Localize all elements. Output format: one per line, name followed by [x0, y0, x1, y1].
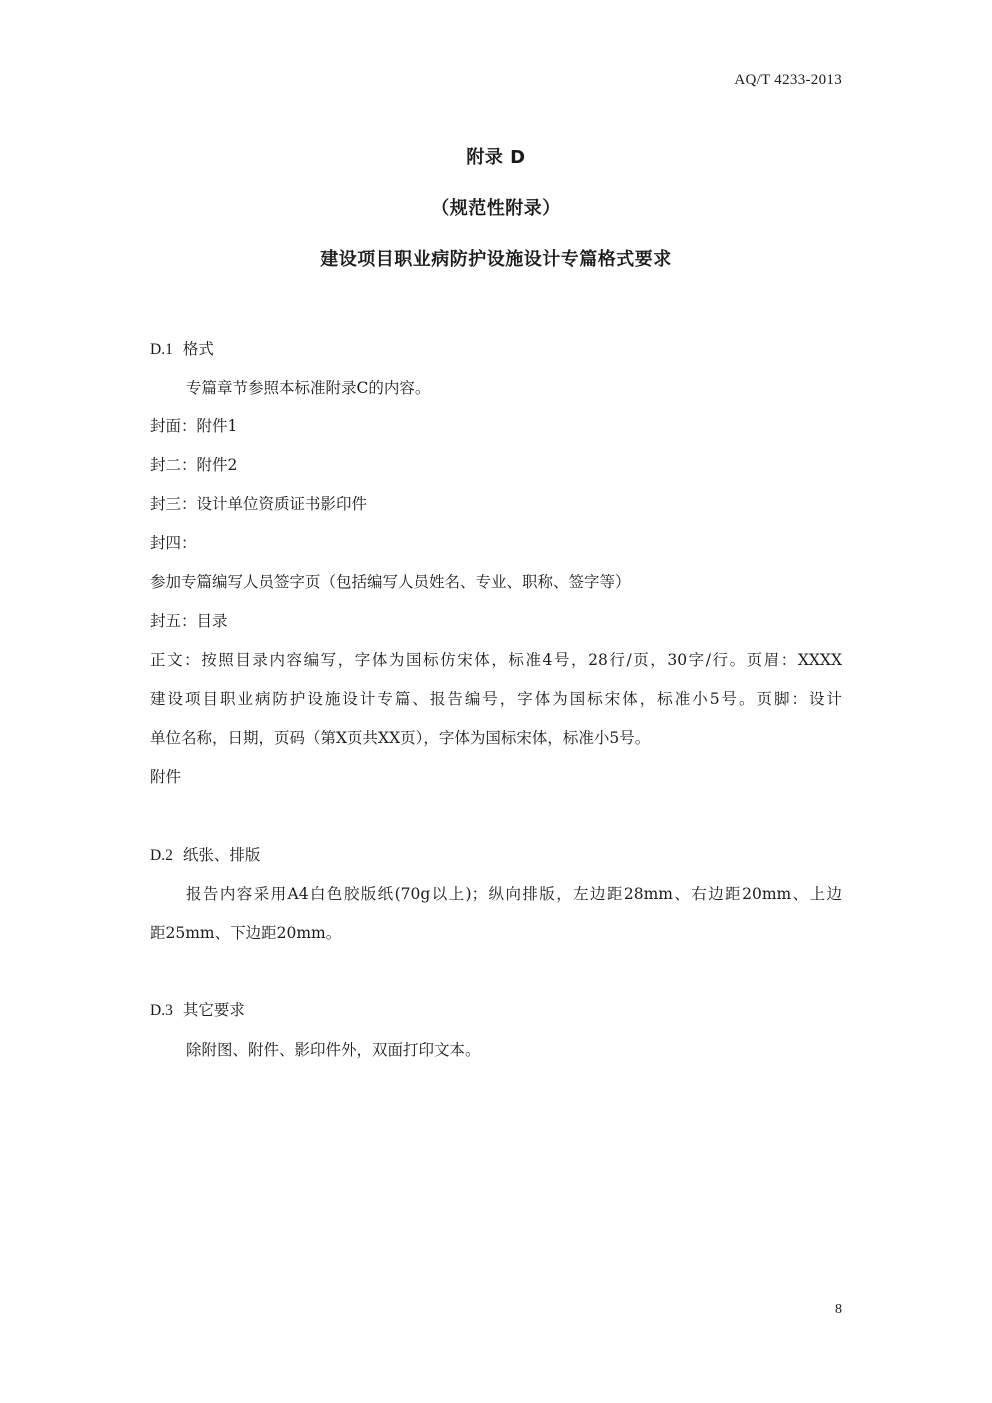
section-number: D.1 [150, 341, 173, 358]
section-heading-d2 [150, 845, 260, 866]
page-number: 8 [835, 1302, 842, 1317]
page-title: 建设项目职业病防护设施设计专篇格式要求 [320, 249, 672, 270]
paragraph: 除附图、附件、影印件外，双面打印文本。 [186, 1041, 481, 1059]
paragraph-line: 报告内容采用A4白色胶版纸(70g以上)；纵向排版，左边距28mm、右边距20mm、上边 [186, 885, 842, 903]
list-item: 封四： [150, 534, 197, 552]
section-title: 其它要求 [182, 1001, 245, 1019]
list-item: 附件 [150, 768, 182, 786]
paragraph-line: 正文：按照目录内容编写，字体为国标仿宋体，标准4号，28行/页，30字/行。页眉：XXXX [150, 651, 842, 669]
document-number: AQ/T 4233-2013 [734, 72, 842, 88]
paragraph: 专篇章节参照本标准附录C的内容。 [186, 379, 431, 397]
list-item: 封三：设计单位资质证书影印件 [150, 495, 368, 513]
section-heading-d3 [150, 1000, 245, 1021]
list-item: 封五：目录 [150, 612, 228, 630]
list-item: 参加专篇编写人员签字页（包括编写人员姓名、专业、职称、签字等） [150, 573, 631, 591]
paragraph-line: 建设项目职业病防护设施设计专篇、报告编号，字体为国标宋体，标准小5号。页脚：设计 [150, 690, 842, 708]
paragraph-line: 单位名称，日期，页码（第X页共XX页），字体为国标宋体，标准小5号。 [150, 729, 651, 747]
appendix-label: 附录 D [466, 147, 526, 168]
appendix-type: （规范性附录） [431, 198, 561, 219]
section-title: 格式 [182, 340, 214, 358]
section-title: 纸张、排版 [182, 846, 261, 864]
paragraph-line: 距25mm、下边距20mm。 [150, 924, 342, 942]
section-number: D.2 [150, 847, 173, 864]
list-item: 封二：附件2 [150, 456, 238, 474]
section-heading-d1 [150, 339, 214, 360]
section-number: D.3 [150, 1002, 173, 1019]
list-item: 封面：附件1 [150, 417, 238, 435]
